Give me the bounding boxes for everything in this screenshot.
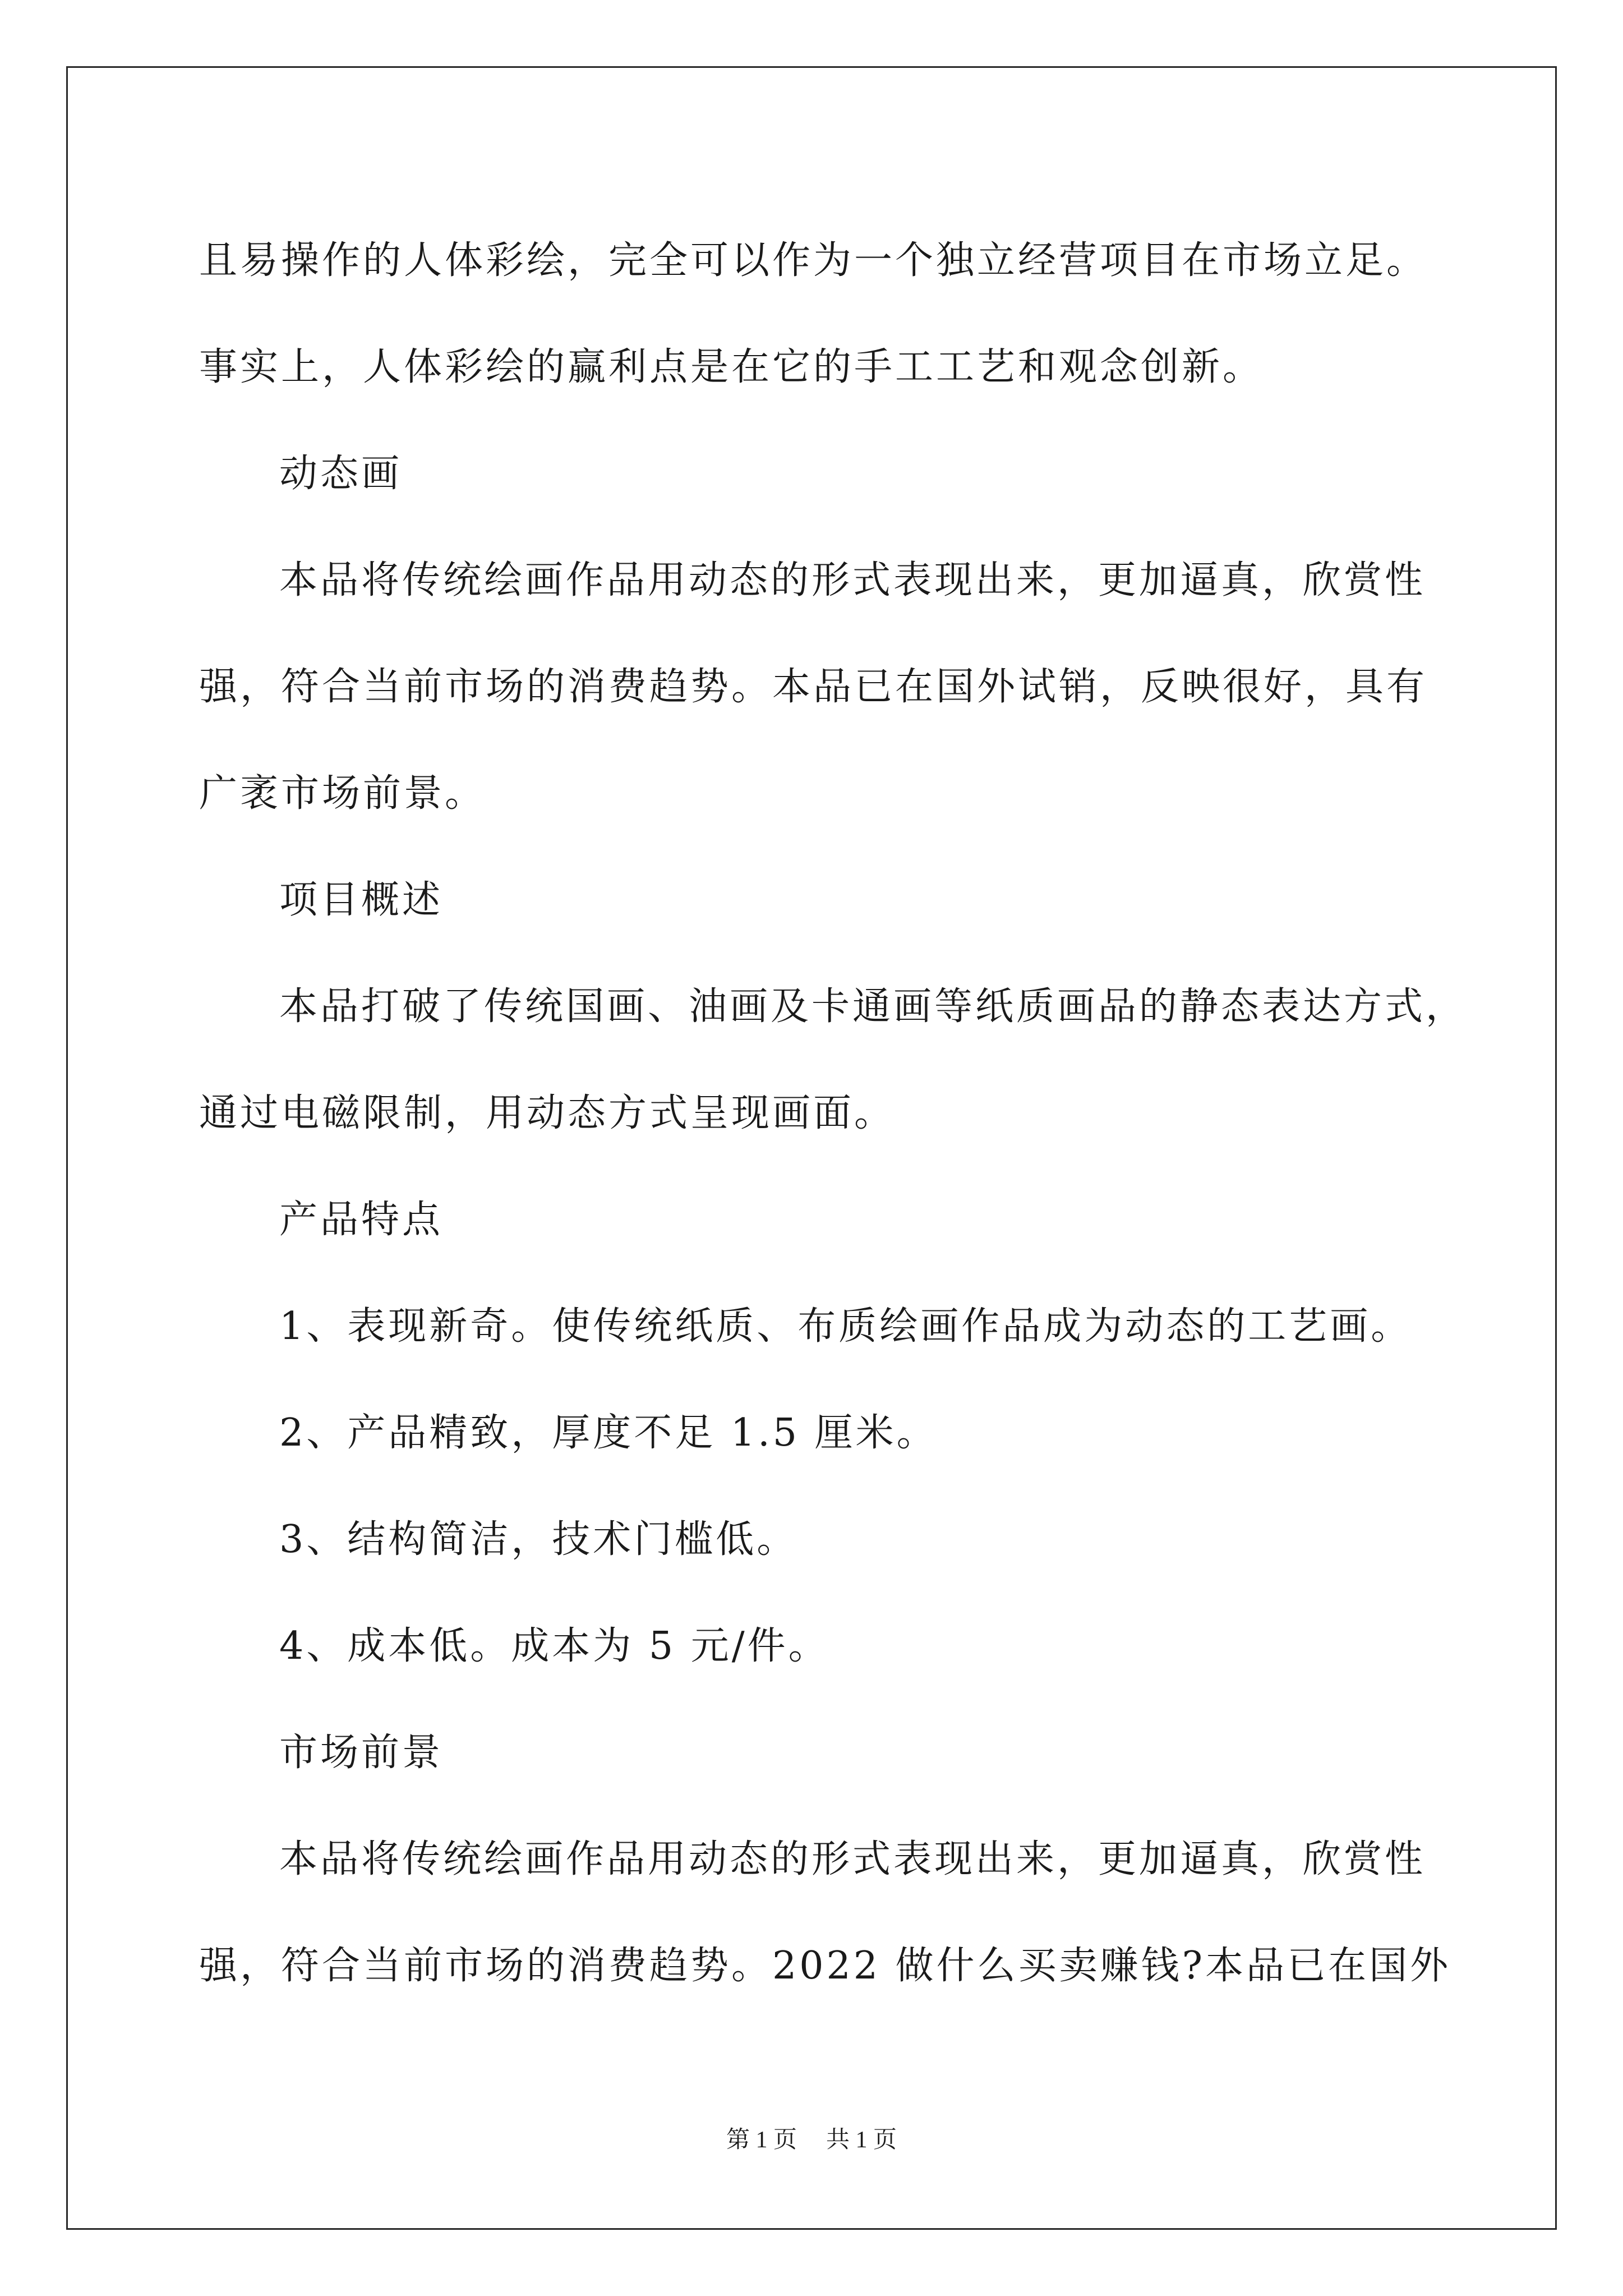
text-line: 强，符合当前市场的消费趋势。2022 做什么买卖赚钱?本品已在国外 (199, 1944, 1451, 1988)
document-body (199, 208, 1467, 2019)
text-line: 广袤市场前景。 (199, 771, 486, 816)
text-line: 本品打破了传统国画、油画及卡通画等纸质画品的静态表达方式， (279, 984, 1467, 1029)
section-heading-product-features: 产品特点 (279, 1198, 444, 1242)
section-heading-project-overview: 项目概述 (279, 878, 444, 922)
text-line: 本品将传统绘画作品用动态的形式表现出来，更加逼真，欣赏性 (279, 558, 1426, 602)
text-line: 本品将传统绘画作品用动态的形式表现出来，更加逼真，欣赏性 (279, 1837, 1426, 1881)
section-heading-dynamic-painting: 动态画 (279, 452, 403, 496)
list-item: 2、产品精致，厚度不足 1.5 厘米。 (279, 1411, 938, 1455)
section-heading-market-prospect: 市场前景 (279, 1731, 444, 1775)
list-item: 1、表现新奇。使传统纸质、布质绘画作品成为动态的工艺画。 (279, 1304, 1412, 1349)
page-number: 第 1 页 (726, 2127, 797, 2153)
list-item: 4、成本低。成本为 5 元/件。 (279, 1624, 829, 1668)
text-line: 且易操作的人体彩绘，完全可以作为一个独立经营项目在市场立足。 (199, 238, 1428, 283)
text-line: 事实上，人体彩绘的赢利点是在它的手工工艺和观念创新。 (199, 345, 1264, 389)
page-total: 共 1 页 (826, 2127, 897, 2153)
text-line: 通过电磁限制，用动态方式呈现画面。 (199, 1091, 896, 1135)
text-line: 强，符合当前市场的消费趋势。本品已在国外试销，反映很好，具有 (199, 665, 1428, 709)
list-item: 3、结构简洁，技术门槛低。 (279, 1517, 798, 1562)
page-footer (0, 2123, 1623, 2157)
